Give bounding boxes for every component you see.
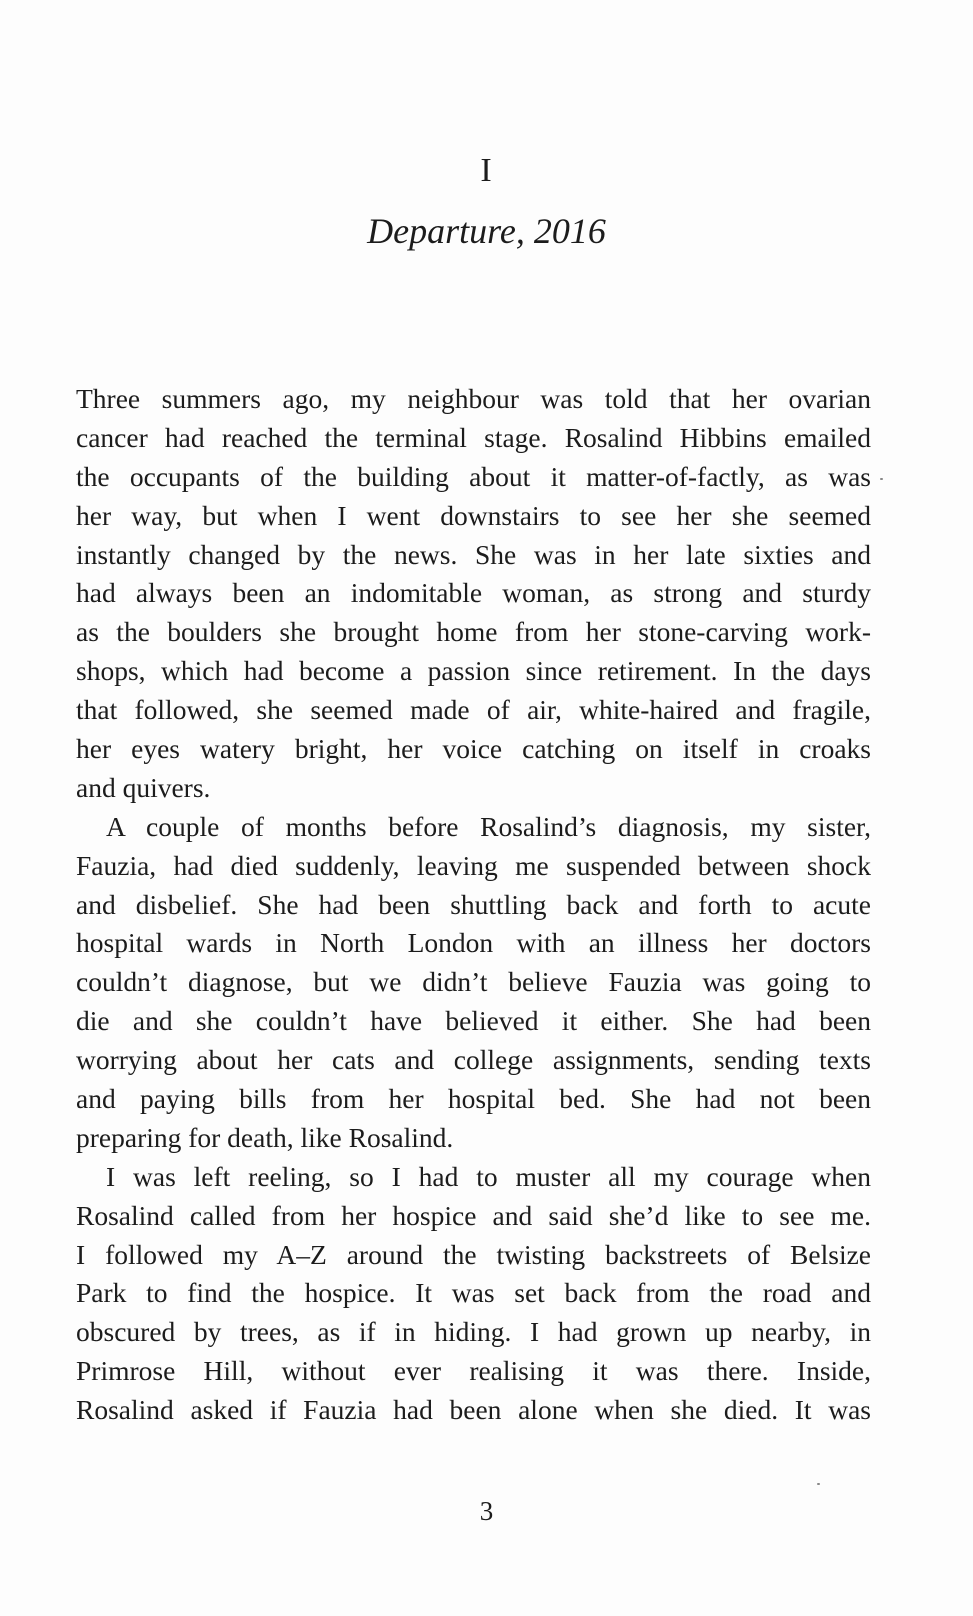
text-line: the occupants of the building about it matter-of-factly, as was [76, 460, 871, 492]
text-line: as the boulders she brought home from her stone-carving work- [76, 616, 871, 648]
scan-speck [880, 478, 883, 480]
text-line: couldn’t diagnose, but we didn’t believe Fauzia was going to [76, 966, 871, 998]
text-line: I followed my A–Z around the twisting backstreets of Belsize [76, 1238, 871, 1270]
paragraph-3 [76, 1158, 871, 1430]
chapter-title: Departure, 2016 [367, 211, 606, 251]
text-line: I was left reeling, so I had to muster all my courage when [106, 1160, 871, 1192]
paragraph-2 [76, 808, 871, 1158]
body-text [76, 380, 871, 1430]
text-line: A couple of months before Rosalind’s diagnosis, my sister, [106, 810, 871, 842]
text-line: hospital wards in North London with an illness her doctors [76, 927, 871, 959]
text-line: die and she couldn’t have believed it either. She had been [76, 1005, 871, 1037]
text-line: and disbelief. She had been shuttling back and forth to acute [76, 888, 871, 920]
text-line: her eyes watery bright, her voice catching on itself in croaks [76, 733, 871, 765]
text-line: Park to find the hospice. It was set back from the road and [76, 1277, 871, 1309]
text-line: preparing for death, like Rosalind. [76, 1121, 454, 1153]
text-line: her way, but when I went downstairs to see her she seemed [76, 499, 871, 531]
scan-speck [817, 1483, 820, 1485]
text-line: and quivers. [76, 771, 211, 803]
text-line: Fauzia, had died suddenly, leaving me suspended between shock [76, 849, 871, 881]
text-line: Three summers ago, my neighbour was told that her ovarian [76, 383, 871, 414]
text-line: cancer had reached the terminal stage. Rosalind Hibbins emailed [76, 421, 871, 453]
paragraph-1 [76, 380, 871, 808]
text-line: shops, which had become a passion since retirement. In the days [76, 655, 871, 687]
text-line: Rosalind asked if Fauzia had been alone when she died. It was [76, 1394, 871, 1426]
text-line: that followed, she seemed made of air, white-haired and fragile, [76, 694, 871, 726]
text-line: and paying bills from her hospital bed. She had not been [76, 1083, 871, 1115]
text-line: obscured by trees, as if in hiding. I had grown up nearby, in [76, 1316, 871, 1348]
text-line: had always been an indomitable woman, as strong and sturdy [76, 577, 871, 609]
page-number: 3 [479, 1496, 494, 1526]
chapter-number: I [480, 152, 493, 189]
text-line: worrying about her cats and college assignments, sending texts [76, 1044, 871, 1076]
text-line: instantly changed by the news. She was in her late sixties and [76, 538, 871, 570]
text-line: Rosalind called from her hospice and said she’d like to see me. [76, 1199, 871, 1231]
text-line: Primrose Hill, without ever realising it was there. Inside, [76, 1355, 871, 1387]
